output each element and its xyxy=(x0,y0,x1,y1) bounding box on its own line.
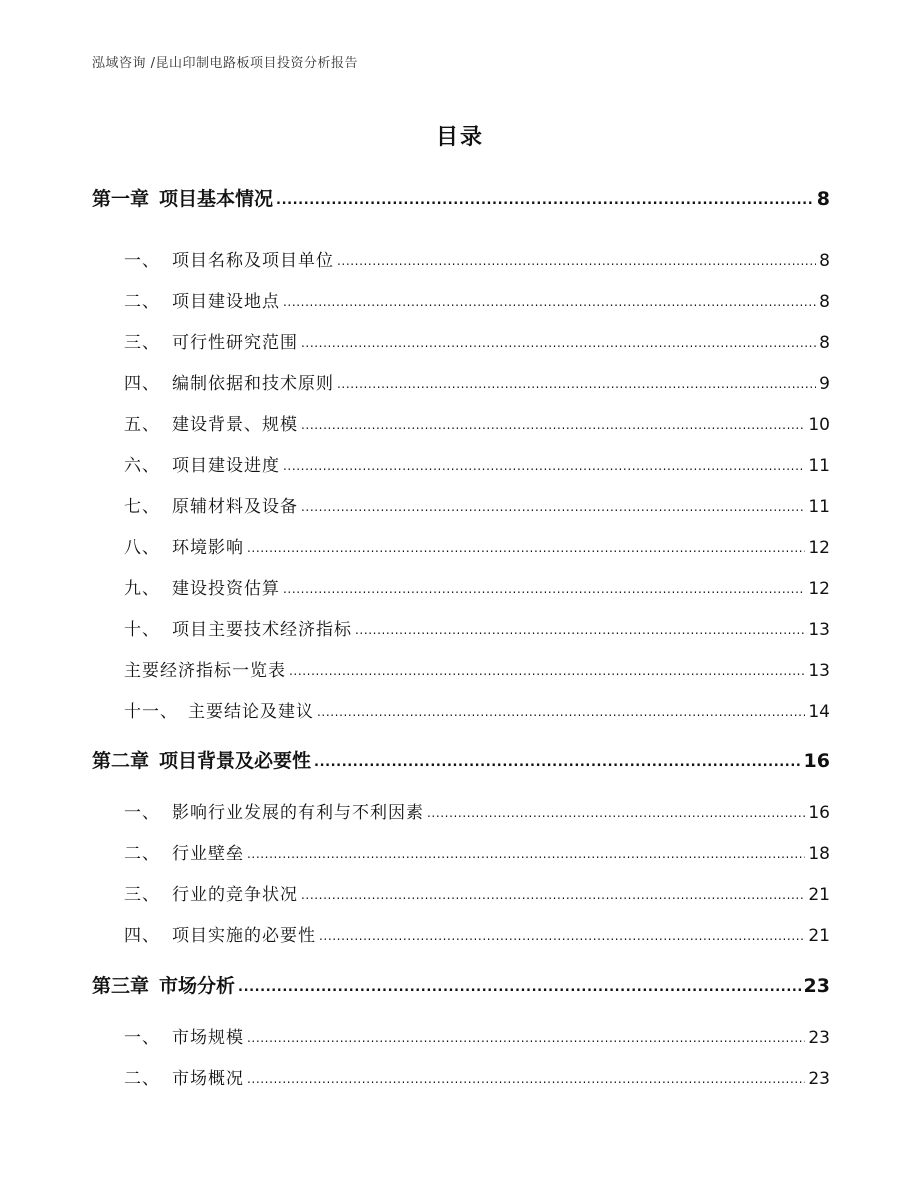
toc-entry-page: 13 xyxy=(808,661,830,681)
toc-title: 目录 xyxy=(435,125,484,150)
toc-entry-label: 环境影响 xyxy=(172,538,244,558)
toc-entry-label: 可行性研究范围 xyxy=(172,333,298,353)
toc-entry-page: 12 xyxy=(808,538,830,558)
toc-entry-label: 项目基本情况 xyxy=(159,188,274,210)
toc-entry-section[interactable] xyxy=(124,533,830,558)
toc-entry-page: 21 xyxy=(808,885,830,905)
toc-leader-dots xyxy=(337,373,816,393)
toc-entry-section[interactable] xyxy=(124,880,830,905)
toc-entry-section[interactable] xyxy=(124,451,830,476)
toc-entry-label: 原辅材料及设备 xyxy=(172,497,298,517)
toc-entry-number: 七、 xyxy=(124,497,160,517)
toc-entry-page: 8 xyxy=(819,251,830,271)
toc-entry-label: 建设投资估算 xyxy=(172,579,280,599)
page-header: 泓域咨询 /昆山印制电路板项目投资分析报告 xyxy=(92,56,359,71)
toc-entry-section[interactable] xyxy=(124,921,830,946)
toc-entry-section[interactable] xyxy=(124,287,830,312)
toc-entry-page: 13 xyxy=(808,620,830,640)
toc-leader-dots xyxy=(301,496,805,516)
toc-entry-section[interactable] xyxy=(124,839,830,864)
toc-entry-section[interactable] xyxy=(124,1023,830,1048)
toc-entry-number: 六、 xyxy=(124,456,160,476)
toc-entry-number: 第二章 xyxy=(92,750,150,772)
toc-entry-section[interactable] xyxy=(124,798,830,823)
toc-entry-chapter-2[interactable] xyxy=(92,746,830,773)
toc-entry-table[interactable] xyxy=(124,656,830,681)
toc-entry-page: 14 xyxy=(808,702,830,722)
toc-entry-label: 市场规模 xyxy=(172,1028,244,1048)
toc-entry-page: 8 xyxy=(816,188,830,210)
toc-entry-section[interactable] xyxy=(124,697,830,722)
toc-leader-dots xyxy=(238,974,801,996)
toc-entry-label: 行业壁垒 xyxy=(172,844,244,864)
toc-entry-section[interactable] xyxy=(124,492,830,517)
toc-entry-number: 二、 xyxy=(124,1069,160,1089)
toc-entry-label: 主要结论及建议 xyxy=(188,702,314,722)
toc-entry-number: 十一、 xyxy=(124,702,178,722)
toc-entry-page: 21 xyxy=(808,926,830,946)
toc-entry-section[interactable] xyxy=(124,574,830,599)
toc-entry-label: 编制依据和技术原则 xyxy=(172,374,334,394)
toc-leader-dots xyxy=(283,291,816,311)
toc-leader-dots xyxy=(247,537,805,557)
toc-entry-label: 项目建设地点 xyxy=(172,292,280,312)
toc-leader-dots xyxy=(247,1027,805,1047)
toc-entry-page: 23 xyxy=(808,1028,830,1048)
toc-entry-section[interactable] xyxy=(124,369,830,394)
toc-entry-label: 行业的竞争状况 xyxy=(172,885,298,905)
toc-entry-number: 第三章 xyxy=(92,975,150,997)
toc-leader-dots xyxy=(319,925,805,945)
toc-leader-dots xyxy=(283,578,805,598)
toc-entry-number: 五、 xyxy=(124,415,160,435)
toc-leader-dots xyxy=(301,332,816,352)
toc-entry-number: 第一章 xyxy=(92,188,150,210)
toc-entry-chapter-3[interactable] xyxy=(92,971,830,998)
toc-entry-number: 三、 xyxy=(124,333,160,353)
toc-entry-number: 一、 xyxy=(124,803,160,823)
toc-entry-page: 11 xyxy=(808,497,830,517)
toc-entry-label: 项目名称及项目单位 xyxy=(172,251,334,271)
toc-leader-dots xyxy=(247,843,805,863)
toc-entry-label: 市场概况 xyxy=(172,1069,244,1089)
toc-entry-page: 10 xyxy=(808,415,830,435)
toc-entry-section[interactable] xyxy=(124,410,830,435)
toc-entry-label: 影响行业发展的有利与不利因素 xyxy=(172,803,424,823)
toc-entry-number: 八、 xyxy=(124,538,160,558)
toc-leader-dots xyxy=(301,414,805,434)
toc-entry-label: 项目建设进度 xyxy=(172,456,280,476)
toc-entry-page: 18 xyxy=(808,844,830,864)
toc-entry-number: 四、 xyxy=(124,926,160,946)
toc-entry-page: 9 xyxy=(819,374,830,394)
toc-entry-number: 十、 xyxy=(124,620,160,640)
toc-entry-label: 主要经济指标一览表 xyxy=(124,661,286,681)
toc-entry-chapter-1[interactable] xyxy=(92,184,830,211)
toc-leader-dots xyxy=(355,619,805,639)
toc-entry-number: 九、 xyxy=(124,579,160,599)
toc-entry-page: 8 xyxy=(819,333,830,353)
toc-entry-number: 二、 xyxy=(124,844,160,864)
toc-entry-number: 一、 xyxy=(124,1028,160,1048)
toc-entry-number: 三、 xyxy=(124,885,160,905)
toc-leader-dots xyxy=(289,660,805,680)
toc-entry-section[interactable] xyxy=(124,615,830,640)
toc-entry-page: 23 xyxy=(803,975,830,997)
toc-entry-page: 8 xyxy=(819,292,830,312)
toc-leader-dots xyxy=(301,884,805,904)
toc-entry-label: 项目背景及必要性 xyxy=(159,750,312,772)
toc-entry-page: 23 xyxy=(808,1069,830,1089)
toc-leader-dots xyxy=(276,187,814,209)
toc-leader-dots xyxy=(314,749,801,771)
toc-entry-label: 项目主要技术经济指标 xyxy=(172,620,352,640)
toc-entry-number: 二、 xyxy=(124,292,160,312)
toc-entry-page: 11 xyxy=(808,456,830,476)
toc-entry-label: 项目实施的必要性 xyxy=(172,926,316,946)
toc-leader-dots xyxy=(337,250,816,270)
toc-entry-label: 建设背景、规模 xyxy=(172,415,298,435)
toc-leader-dots xyxy=(317,701,805,721)
toc-leader-dots xyxy=(247,1068,805,1088)
toc-entry-section[interactable] xyxy=(124,246,830,271)
toc-entry-page: 16 xyxy=(803,750,830,772)
toc-entry-label: 市场分析 xyxy=(159,975,236,997)
toc-leader-dots xyxy=(427,802,805,822)
toc-leader-dots xyxy=(283,455,805,475)
toc-entry-section[interactable] xyxy=(124,328,830,353)
toc-entry-number: 四、 xyxy=(124,374,160,394)
toc-entry-page: 16 xyxy=(808,803,830,823)
toc-entry-number: 一、 xyxy=(124,251,160,271)
toc-entry-section[interactable] xyxy=(124,1064,830,1089)
toc-entry-page: 12 xyxy=(808,579,830,599)
